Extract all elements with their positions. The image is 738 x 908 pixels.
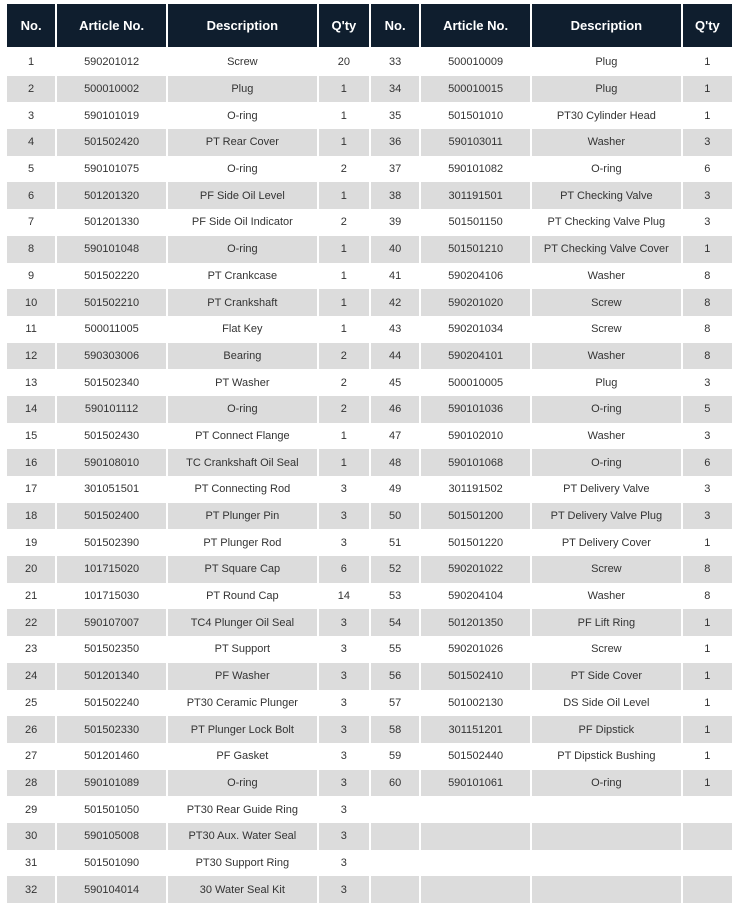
cell-description: PF Side Oil Level xyxy=(168,182,317,209)
cell-description: PF Lift Ring xyxy=(532,609,681,636)
cell-qty: 8 xyxy=(704,590,711,603)
cell-no: 8 xyxy=(7,236,55,263)
cell-description: O-ring xyxy=(591,163,622,176)
cell-description: PT30 Support Ring xyxy=(195,856,290,869)
cell-no: 33 xyxy=(388,56,402,69)
empty-cell xyxy=(421,850,530,877)
cell-no: 19 xyxy=(24,536,38,549)
cell-article-no: 501501050 xyxy=(84,803,140,816)
cell-qty: 3 xyxy=(340,643,347,656)
cell-article-no: 501201460 xyxy=(84,750,140,763)
cell-no: 9 xyxy=(28,269,35,282)
cell-article-no: 500011005 xyxy=(84,323,139,336)
cell-article-no: 101715020 xyxy=(57,556,166,583)
cell-qty: 1 xyxy=(319,289,369,316)
table-row xyxy=(7,876,732,903)
cell-no: 59 xyxy=(388,750,402,763)
cell-no: 22 xyxy=(7,609,55,636)
cell-description: Washer xyxy=(532,129,681,156)
cell-description: PT Round Cap xyxy=(206,590,279,603)
header-article-no: Article No. xyxy=(421,4,530,49)
cell-qty: 3 xyxy=(683,503,732,530)
table-row xyxy=(7,529,732,556)
cell-article-no: 590204106 xyxy=(448,269,504,282)
table-row xyxy=(7,796,732,823)
cell-description: Plug xyxy=(168,76,317,103)
cell-article-no: 501501090 xyxy=(84,856,140,869)
cell-description: PT Delivery Valve Plug xyxy=(532,503,681,530)
cell-article-no: 590103011 xyxy=(421,129,530,156)
cell-qty: 3 xyxy=(340,483,347,496)
cell-description: Screw xyxy=(227,56,258,69)
cell-no: 26 xyxy=(7,716,55,743)
header-row xyxy=(7,4,732,49)
cell-description: Plug xyxy=(532,76,681,103)
cell-article-no: 501501200 xyxy=(421,503,530,530)
cell-description: PF Washer xyxy=(168,663,317,690)
cell-qty: 14 xyxy=(337,590,350,603)
cell-no: 11 xyxy=(25,323,37,336)
cell-article-no: 590201034 xyxy=(448,323,504,336)
header-qty: Q'ty xyxy=(319,4,369,49)
cell-qty: 3 xyxy=(319,663,369,690)
cell-article-no: 590101082 xyxy=(448,163,504,176)
cell-qty: 3 xyxy=(340,536,347,549)
cell-article-no: 301191501 xyxy=(421,182,530,209)
cell-description: PT30 Aux. Water Seal xyxy=(168,823,317,850)
cell-qty: 5 xyxy=(683,396,732,423)
cell-no: 20 xyxy=(7,556,55,583)
cell-article-no: 590104014 xyxy=(57,876,166,903)
cell-description: O-ring xyxy=(227,163,258,176)
header-description: Description xyxy=(532,4,681,49)
table-row xyxy=(7,49,732,76)
cell-description: Bearing xyxy=(168,343,317,370)
cell-qty: 3 xyxy=(340,803,347,816)
cell-description: PT Washer xyxy=(215,376,270,389)
table-row xyxy=(7,129,732,156)
cell-article-no: 590101112 xyxy=(57,396,166,423)
cell-no: 32 xyxy=(7,876,55,903)
cell-article-no: 501201330 xyxy=(84,216,140,229)
cell-qty: 3 xyxy=(340,856,347,869)
cell-description: O-ring xyxy=(168,396,317,423)
cell-qty: 3 xyxy=(683,182,732,209)
cell-description: PF Side Oil Indicator xyxy=(191,216,293,229)
cell-qty: 2 xyxy=(319,343,369,370)
cell-article-no: 501502340 xyxy=(84,376,140,389)
cell-description: O-ring xyxy=(227,109,258,122)
cell-article-no: 590105008 xyxy=(57,823,166,850)
empty-cell xyxy=(421,796,530,823)
cell-no: 14 xyxy=(7,396,55,423)
cell-description: PF Dipstick xyxy=(532,716,681,743)
cell-qty: 3 xyxy=(319,770,369,797)
cell-description: PT Checking Valve Cover xyxy=(532,236,681,263)
cell-description: PT Crankcase xyxy=(207,269,278,282)
cell-no: 43 xyxy=(388,323,402,336)
cell-description: PT Plunger Pin xyxy=(168,503,317,530)
cell-article-no: 590303006 xyxy=(57,343,166,370)
cell-description: TC Crankshaft Oil Seal xyxy=(168,449,317,476)
cell-article-no: 501201340 xyxy=(57,663,166,690)
cell-qty: 1 xyxy=(319,449,369,476)
cell-description: PT Delivery Cover xyxy=(561,536,651,549)
cell-description: Washer xyxy=(532,343,681,370)
empty-cell xyxy=(532,876,681,903)
cell-qty: 3 xyxy=(319,503,369,530)
cell-no: 34 xyxy=(371,76,419,103)
table-row xyxy=(7,76,732,103)
table-row xyxy=(7,503,732,530)
cell-qty: 3 xyxy=(340,750,347,763)
cell-description: PT30 Cylinder Head xyxy=(556,109,656,122)
empty-cell xyxy=(421,823,530,850)
cell-description: Plug xyxy=(595,376,618,389)
cell-article-no: 590108010 xyxy=(57,449,166,476)
cell-description: Screw xyxy=(532,289,681,316)
cell-description: PT Checking Valve Plug xyxy=(547,216,666,229)
cell-no: 52 xyxy=(371,556,419,583)
cell-no: 40 xyxy=(371,236,419,263)
cell-no: 17 xyxy=(24,483,38,496)
cell-article-no: 301151201 xyxy=(421,716,530,743)
cell-qty: 3 xyxy=(704,376,711,389)
cell-article-no: 590101048 xyxy=(57,236,166,263)
cell-no: 10 xyxy=(7,289,55,316)
cell-article-no: 590102010 xyxy=(448,429,504,442)
cell-qty: 6 xyxy=(704,163,711,176)
cell-article-no: 501201320 xyxy=(57,182,166,209)
cell-no: 4 xyxy=(7,129,55,156)
cell-article-no: 501502210 xyxy=(57,289,166,316)
cell-description: O-ring xyxy=(532,449,681,476)
cell-article-no: 590204101 xyxy=(421,343,530,370)
cell-no: 15 xyxy=(24,429,38,442)
table-row xyxy=(7,396,732,423)
cell-article-no: 501502240 xyxy=(84,696,140,709)
empty-cell xyxy=(421,876,530,903)
cell-article-no: 590101075 xyxy=(84,163,140,176)
cell-article-no: 501502420 xyxy=(57,129,166,156)
cell-article-no: 501502440 xyxy=(448,750,504,763)
cell-article-no: 590201020 xyxy=(421,289,530,316)
cell-no: 35 xyxy=(388,109,402,122)
table-row xyxy=(7,770,732,797)
cell-no: 42 xyxy=(371,289,419,316)
cell-qty: 2 xyxy=(340,376,347,389)
cell-qty: 1 xyxy=(704,56,711,69)
empty-cell xyxy=(532,823,681,850)
cell-article-no: 101715030 xyxy=(84,590,140,603)
cell-qty: 2 xyxy=(340,216,347,229)
cell-description: PT Checking Valve xyxy=(532,182,681,209)
cell-article-no: 301191502 xyxy=(448,483,503,496)
cell-qty: 1 xyxy=(683,716,732,743)
cell-article-no: 301051501 xyxy=(84,483,140,496)
empty-cell xyxy=(371,823,419,850)
cell-qty: 2 xyxy=(319,396,369,423)
cell-no: 3 xyxy=(28,109,35,122)
table-row xyxy=(7,343,732,370)
cell-description: Washer xyxy=(587,269,626,282)
cell-no: 48 xyxy=(371,449,419,476)
table-row xyxy=(7,316,732,343)
table-row xyxy=(7,556,732,583)
cell-description: Flat Key xyxy=(222,323,263,336)
cell-no: 38 xyxy=(371,182,419,209)
cell-article-no: 501502220 xyxy=(84,269,140,282)
empty-cell xyxy=(371,796,419,823)
cell-qty: 3 xyxy=(319,716,369,743)
cell-article-no: 590107007 xyxy=(57,609,166,636)
cell-qty: 1 xyxy=(319,129,369,156)
cell-qty: 3 xyxy=(704,216,711,229)
header-article-no: Article No. xyxy=(57,4,166,49)
cell-no: 46 xyxy=(371,396,419,423)
cell-no: 27 xyxy=(24,750,38,763)
cell-no: 44 xyxy=(371,343,419,370)
cell-no: 58 xyxy=(371,716,419,743)
cell-no: 50 xyxy=(371,503,419,530)
empty-cell xyxy=(532,850,681,877)
cell-description: DS Side Oil Level xyxy=(563,696,650,709)
table-row xyxy=(7,583,732,610)
cell-description: 30 Water Seal Kit xyxy=(168,876,317,903)
cell-qty: 1 xyxy=(704,696,711,709)
cell-qty: 3 xyxy=(319,609,369,636)
cell-article-no: 590204104 xyxy=(448,590,504,603)
cell-article-no: 590101089 xyxy=(57,770,166,797)
table-row xyxy=(7,182,732,209)
cell-article-no: 590201026 xyxy=(448,643,504,656)
cell-article-no: 501501010 xyxy=(448,109,504,122)
cell-description: PT Plunger Lock Bolt xyxy=(168,716,317,743)
cell-no: 60 xyxy=(371,770,419,797)
empty-cell xyxy=(371,876,419,903)
cell-no: 2 xyxy=(7,76,55,103)
cell-description: O-ring xyxy=(168,236,317,263)
cell-qty: 1 xyxy=(319,76,369,103)
cell-article-no: 501502410 xyxy=(421,663,530,690)
cell-no: 12 xyxy=(7,343,55,370)
cell-description: PT Plunger Rod xyxy=(203,536,282,549)
empty-cell xyxy=(371,850,419,877)
cell-article-no: 501502350 xyxy=(84,643,140,656)
cell-no: 6 xyxy=(7,182,55,209)
cell-article-no: 501502400 xyxy=(57,503,166,530)
table-row xyxy=(7,102,732,129)
cell-qty: 8 xyxy=(683,556,732,583)
table-row xyxy=(7,636,732,663)
cell-qty: 6 xyxy=(319,556,369,583)
cell-description: Washer xyxy=(587,429,626,442)
table-row xyxy=(7,716,732,743)
parts-body xyxy=(7,49,732,903)
cell-description: PT Rear Cover xyxy=(168,129,317,156)
table-row xyxy=(7,263,732,290)
cell-qty: 1 xyxy=(704,109,711,122)
cell-description: TC4 Plunger Oil Seal xyxy=(168,609,317,636)
cell-article-no: 590201022 xyxy=(421,556,530,583)
cell-qty: 3 xyxy=(340,696,347,709)
cell-article-no: 500010002 xyxy=(57,76,166,103)
cell-no: 7 xyxy=(28,216,35,229)
cell-no: 45 xyxy=(388,376,402,389)
cell-qty: 1 xyxy=(683,76,732,103)
cell-description: Washer xyxy=(587,590,626,603)
cell-no: 29 xyxy=(24,803,38,816)
cell-no: 36 xyxy=(371,129,419,156)
cell-qty: 1 xyxy=(340,323,347,336)
table-row xyxy=(7,423,732,450)
cell-description: PT Dipstick Bushing xyxy=(557,750,656,763)
cell-qty: 1 xyxy=(683,236,732,263)
table-row xyxy=(7,236,732,263)
cell-no: 53 xyxy=(388,590,402,603)
cell-description: PT Side Cover xyxy=(532,663,681,690)
table-row xyxy=(7,289,732,316)
cell-qty: 2 xyxy=(340,163,347,176)
cell-no: 18 xyxy=(7,503,55,530)
cell-article-no: 501201350 xyxy=(421,609,530,636)
cell-article-no: 501502330 xyxy=(57,716,166,743)
cell-article-no: 590201012 xyxy=(84,56,140,69)
cell-article-no: 501501220 xyxy=(448,536,504,549)
cell-qty: 3 xyxy=(704,429,711,442)
cell-no: 47 xyxy=(388,429,402,442)
cell-description: Plug xyxy=(595,56,618,69)
table-row xyxy=(7,369,732,396)
cell-qty: 8 xyxy=(683,289,732,316)
cell-no: 41 xyxy=(388,269,402,282)
table-row xyxy=(7,690,732,717)
cell-no: 25 xyxy=(24,696,38,709)
cell-no: 51 xyxy=(388,536,402,549)
cell-description: PT Support xyxy=(214,643,271,656)
table-row xyxy=(7,663,732,690)
cell-article-no: 500010015 xyxy=(421,76,530,103)
cell-description: O-ring xyxy=(168,770,317,797)
cell-no: 49 xyxy=(388,483,402,496)
cell-article-no: 500010009 xyxy=(448,56,504,69)
header-description: Description xyxy=(168,4,317,49)
cell-qty: 6 xyxy=(683,449,732,476)
table-row xyxy=(7,476,732,503)
table-row xyxy=(7,449,732,476)
table-row xyxy=(7,209,732,236)
header-no: No. xyxy=(7,4,55,49)
cell-article-no: 501502390 xyxy=(84,536,140,549)
cell-qty: 8 xyxy=(704,269,711,282)
cell-article-no: 501501150 xyxy=(448,216,503,229)
cell-qty: 1 xyxy=(683,663,732,690)
table-row xyxy=(7,743,732,770)
cell-article-no: 590101061 xyxy=(421,770,530,797)
cell-qty: 1 xyxy=(704,643,711,656)
cell-no: 23 xyxy=(24,643,38,656)
cell-article-no: 501002130 xyxy=(448,696,504,709)
cell-description: O-ring xyxy=(532,770,681,797)
header-qty: Q'ty xyxy=(683,4,732,49)
header-no: No. xyxy=(371,4,419,49)
empty-cell xyxy=(532,796,681,823)
cell-article-no: 501502430 xyxy=(84,429,140,442)
cell-no: 37 xyxy=(388,163,402,176)
cell-qty: 1 xyxy=(340,109,347,122)
cell-description: PT Connect Flange xyxy=(195,429,290,442)
cell-description: PF Gasket xyxy=(216,750,269,763)
parts-table xyxy=(5,4,734,903)
cell-article-no: 590101068 xyxy=(421,449,530,476)
cell-description: PT Square Cap xyxy=(168,556,317,583)
empty-cell xyxy=(683,850,732,877)
cell-description: Screw xyxy=(591,323,622,336)
cell-no: 16 xyxy=(7,449,55,476)
cell-qty: 1 xyxy=(319,182,369,209)
cell-qty: 3 xyxy=(319,823,369,850)
cell-no: 31 xyxy=(24,856,38,869)
cell-no: 39 xyxy=(388,216,402,229)
cell-qty: 1 xyxy=(683,770,732,797)
cell-qty: 3 xyxy=(319,876,369,903)
cell-description: PT Delivery Valve xyxy=(563,483,650,496)
empty-cell xyxy=(683,876,732,903)
cell-qty: 1 xyxy=(340,269,347,282)
cell-article-no: 590101019 xyxy=(84,109,140,122)
cell-article-no: 501501210 xyxy=(421,236,530,263)
cell-qty: 1 xyxy=(704,750,711,763)
cell-description: PT30 Rear Guide Ring xyxy=(186,803,298,816)
cell-qty: 1 xyxy=(683,609,732,636)
cell-description: PT Connecting Rod xyxy=(194,483,291,496)
table-row xyxy=(7,609,732,636)
cell-no: 24 xyxy=(7,663,55,690)
cell-no: 30 xyxy=(7,823,55,850)
cell-description: Screw xyxy=(591,643,622,656)
cell-qty: 3 xyxy=(704,483,711,496)
cell-description: O-ring xyxy=(532,396,681,423)
cell-qty: 1 xyxy=(319,236,369,263)
cell-description: PT30 Ceramic Plunger xyxy=(186,696,298,709)
cell-no: 55 xyxy=(388,643,402,656)
empty-cell xyxy=(683,796,732,823)
cell-no: 57 xyxy=(388,696,402,709)
cell-qty: 8 xyxy=(704,323,711,336)
cell-no: 5 xyxy=(28,163,35,176)
cell-qty: 20 xyxy=(337,56,350,69)
cell-qty: 1 xyxy=(340,429,347,442)
table-row xyxy=(7,156,732,183)
cell-description: PT Crankshaft xyxy=(168,289,317,316)
cell-article-no: 500010005 xyxy=(448,376,504,389)
cell-qty: 1 xyxy=(704,536,711,549)
cell-description: Screw xyxy=(532,556,681,583)
cell-no: 1 xyxy=(28,56,35,69)
cell-qty: 3 xyxy=(683,129,732,156)
cell-no: 21 xyxy=(24,590,38,603)
cell-article-no: 590101036 xyxy=(421,396,530,423)
cell-no: 13 xyxy=(24,376,38,389)
cell-no: 56 xyxy=(371,663,419,690)
table-row xyxy=(7,850,732,877)
cell-no: 54 xyxy=(371,609,419,636)
cell-qty: 8 xyxy=(683,343,732,370)
table-row xyxy=(7,823,732,850)
cell-no: 28 xyxy=(7,770,55,797)
empty-cell xyxy=(683,823,732,850)
